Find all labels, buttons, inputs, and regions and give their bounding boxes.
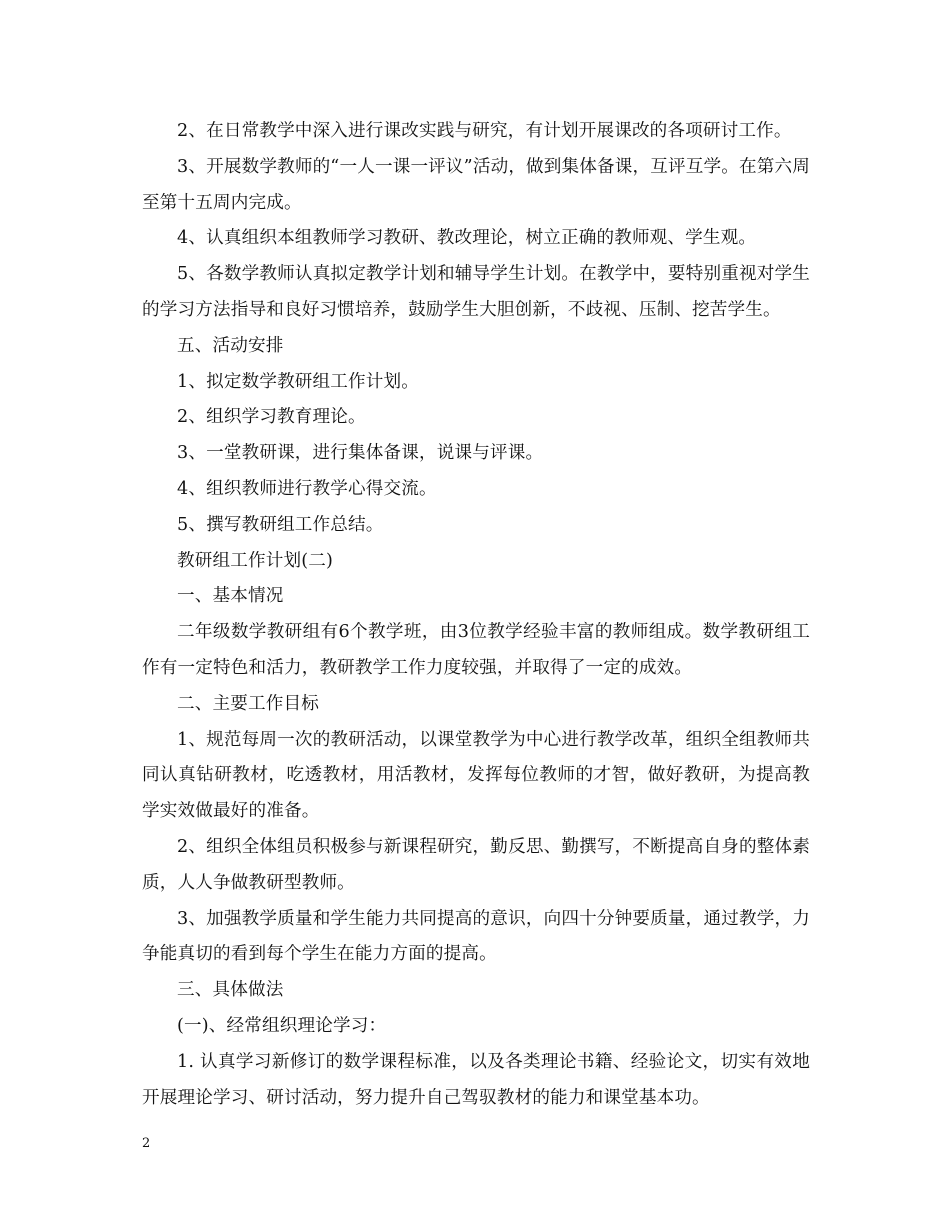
paragraph: 二年级数学教研组有6个教学班，由3位教学经验丰富的教师组成。数学教研组工作有一定特色和活力，教研教学工作力度较强，并取得了一定的成效。	[142, 622, 810, 678]
paragraph: 1. 认真学习新修订的数学课程标准，以及各类理论书籍、经验论文，切实有效地开展理论学习、研讨活动，努力提升自己驾驭教材的能力和课堂基本功。	[142, 1051, 810, 1108]
section-heading: 五、活动安排	[177, 335, 284, 356]
paragraph: 1、规范每周一次的教研活动，以课堂教学为中心进行教学改革，组织全组教师共同认真钻研教材，吃透教材，用活教材，发挥每位教师的才智，做好教研，为提高教学实效做最好的准备。	[142, 729, 810, 822]
paragraph: 3、开展数学教师的“一人一课一评议”活动，做到集体备课，互评互学。在第六周至第十五周内完成。	[142, 156, 810, 213]
paragraph: 5、撰写教研组工作总结。	[177, 514, 384, 535]
subsection-heading: (一)、经常组织理论学习：	[177, 1015, 387, 1036]
paragraph: 3、加强教学质量和学生能力共同提高的意识，向四十分钟要质量，通过教学，力争能真切的看到每个学生在能力方面的提高。	[142, 908, 810, 965]
section-heading: 二、主要工作目标	[177, 693, 319, 714]
paragraph: 5、各数学教师认真拟定教学计划和辅导学生计划。在教学中，要特别重视对学生的学习方法指导和良好习惯培养，鼓励学生大胆创新，不歧视、压制、挖苦学生。	[142, 264, 810, 320]
paragraph: 4、认真组织本组教师学习教研、教改理论，树立正确的教师观、学生观。	[177, 228, 757, 249]
section-heading: 一、基本情况	[177, 586, 284, 607]
paragraph: 2、在日常教学中深入进行课改实践与研究，有计划开展课改的各项研讨工作。	[177, 121, 792, 141]
document-body	[142, 114, 810, 1116]
paragraph: 4、组织教师进行教学心得交流。	[177, 478, 437, 499]
paragraph: 1、拟定数学教研组工作计划。	[177, 371, 420, 392]
document-subtitle: 教研组工作计划(二)	[177, 550, 333, 571]
page-number: 2	[142, 1136, 151, 1151]
paragraph: 2、组织学习教育理论。	[177, 407, 366, 428]
paragraph: 2、组织全体组员积极参与新课程研究，勤反思、勤撰写，不断提高自身的整体素质，人人争做教研型教师。	[142, 836, 810, 893]
section-heading: 三、具体做法	[177, 980, 284, 1001]
paragraph: 3、一堂教研课，进行集体备课，说课与评课。	[177, 443, 544, 464]
